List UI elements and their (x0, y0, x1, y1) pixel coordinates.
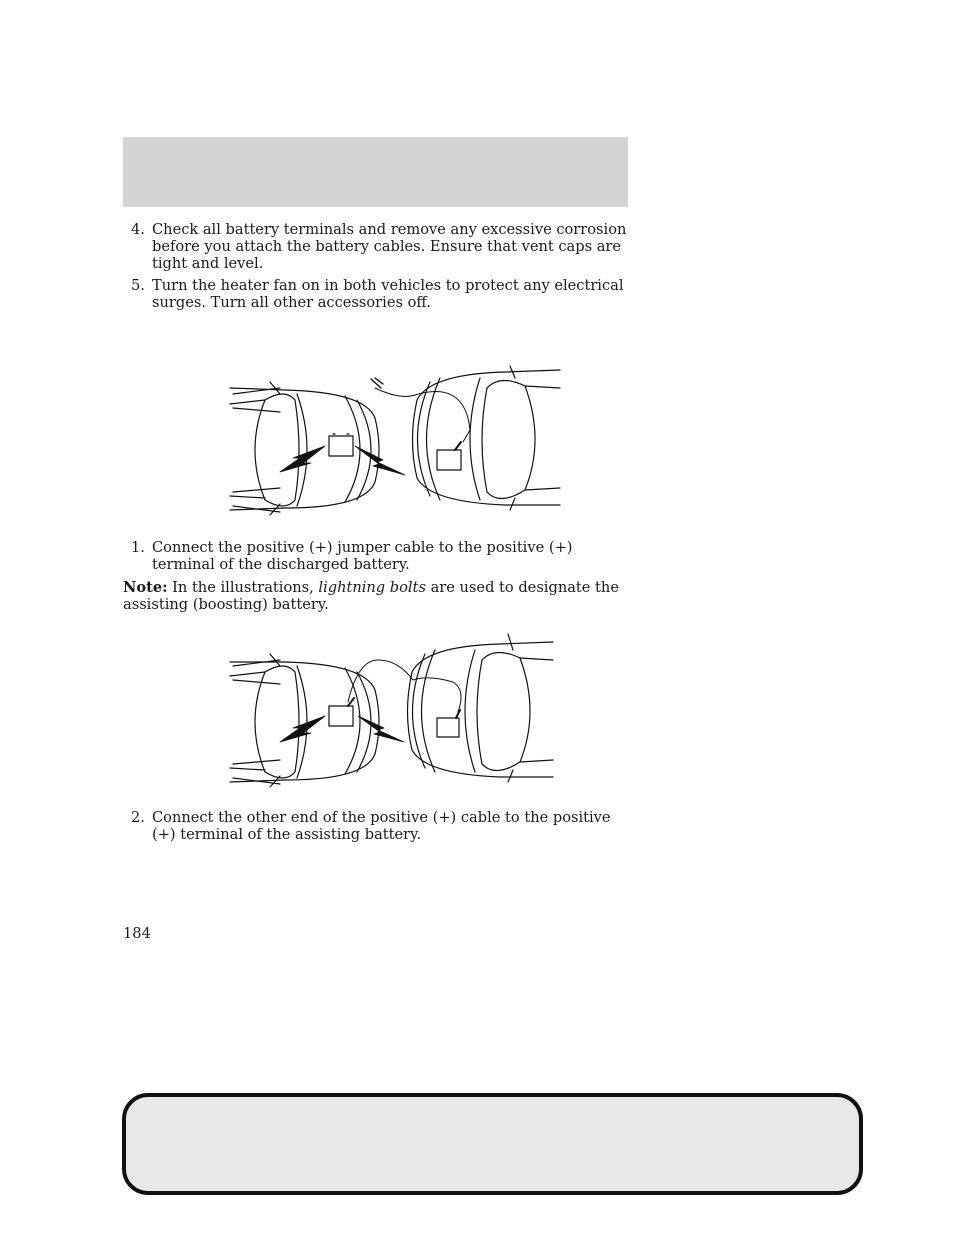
discharged-vehicle (230, 654, 379, 787)
step-text: Connect the positive (+) jumper cable to the positive (+) terminal of the discharged battery. (152, 539, 573, 573)
assisting-vehicle (413, 366, 561, 510)
jump-start-diagram-step2 (218, 630, 563, 795)
step-number: 1. (131, 539, 145, 556)
step-text: Connect the other end of the positive (+) cable to the positive (+) terminal of the assisting battery. (152, 809, 611, 843)
note-paragraph (123, 579, 633, 613)
step-number: 5. (131, 277, 145, 294)
header-band (123, 137, 628, 207)
assisting-vehicle (408, 634, 554, 782)
note-text-post: are used to designate the assisting (boosting) battery. (123, 579, 619, 613)
footer-box (122, 1093, 863, 1195)
battery-discharged (329, 436, 353, 456)
step-4 (123, 221, 633, 272)
lightning-bolt-icon (280, 446, 325, 472)
step-text: Check all battery terminals and remove any excessive corrosion before you attach the battery cables. Ensure that vent caps are tight and level. (152, 221, 627, 272)
note-label: Note: (123, 579, 168, 596)
lightning-bolt-icon (280, 716, 325, 742)
step-number: 4. (131, 221, 145, 238)
step-2 (123, 809, 633, 843)
battery-assisting (437, 450, 461, 470)
page-number: 184 (123, 925, 151, 942)
jump-start-diagram-step1 (225, 360, 565, 525)
discharged-vehicle (230, 382, 379, 515)
lightning-bolt-icon (355, 446, 405, 475)
battery-assisting (437, 718, 459, 737)
step-1 (123, 539, 633, 573)
note-emphasis: lightning bolts (318, 579, 426, 596)
step-text: Turn the heater fan on in both vehicles to protect any electrical surges. Turn all other accessories off. (152, 277, 624, 311)
lightning-bolt-icon (358, 716, 404, 742)
battery-discharged (329, 706, 353, 726)
note-text-pre: In the illustrations, (167, 579, 319, 596)
step-number: 2. (131, 809, 145, 826)
step-5 (123, 277, 633, 311)
